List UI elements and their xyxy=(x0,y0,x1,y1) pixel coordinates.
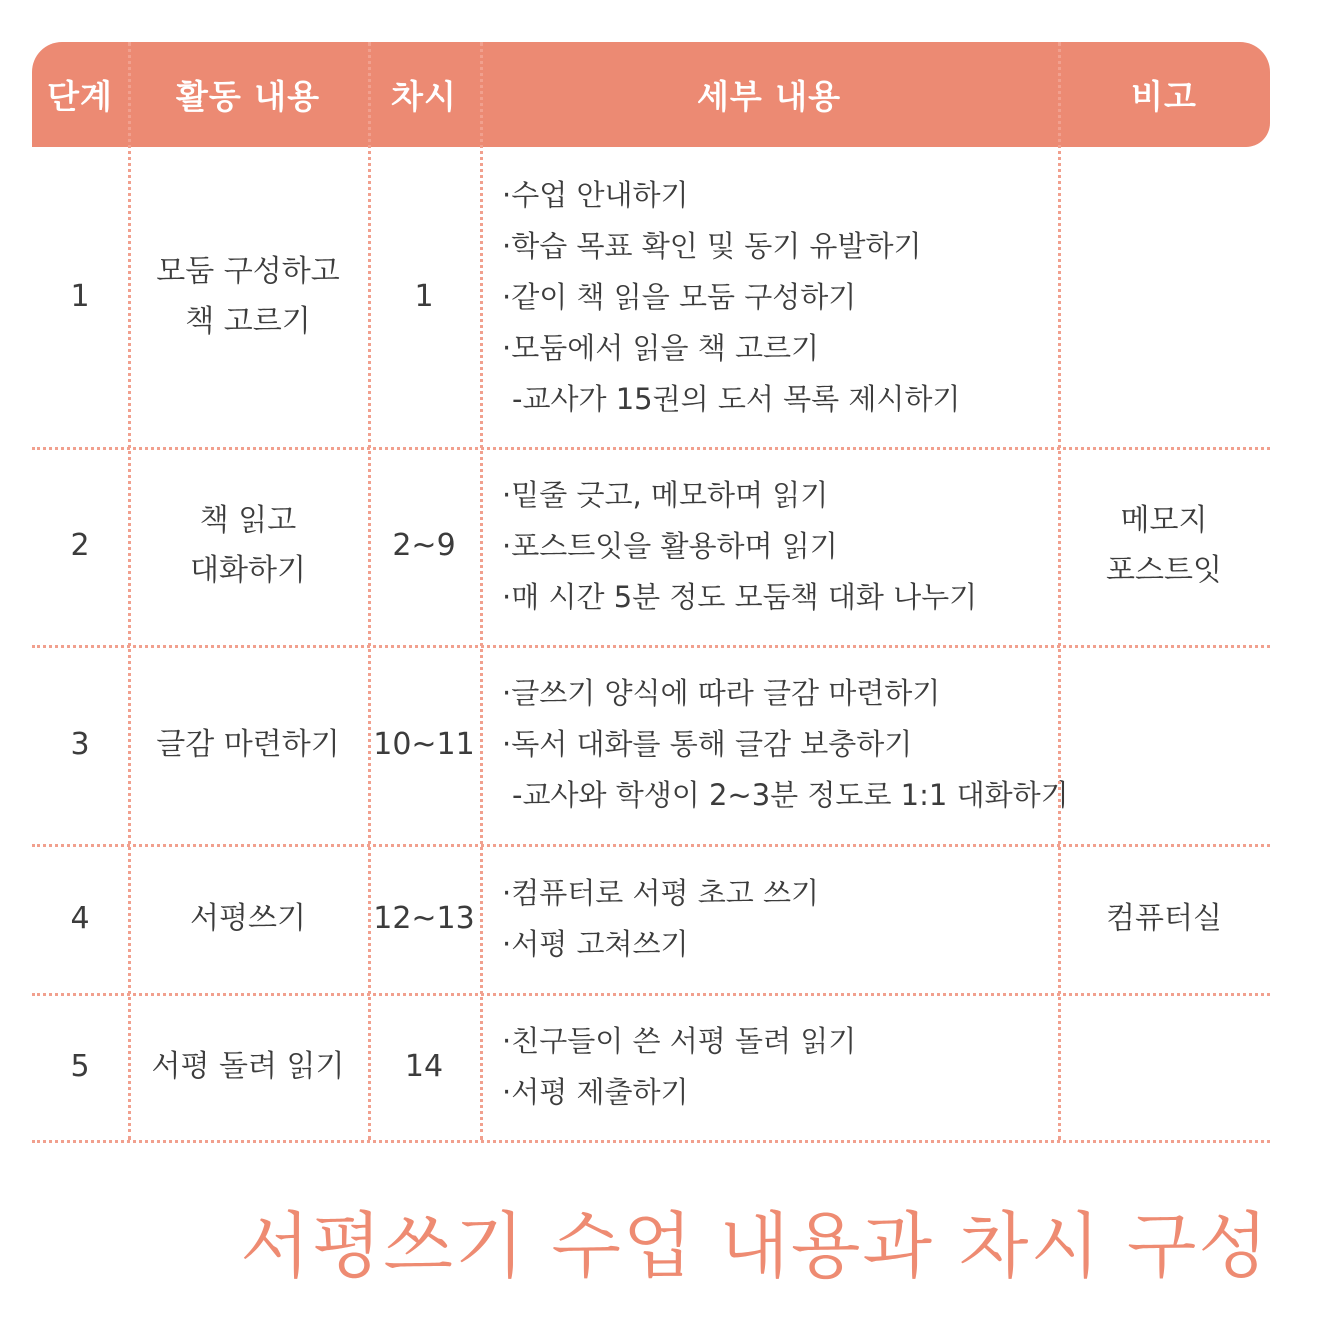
header-detail: 세부 내용 xyxy=(696,77,841,116)
note-cell xyxy=(1058,645,1270,844)
detail-item: ·매 시간 5분 정도 모둠책 대화 나누기 xyxy=(502,579,978,614)
detail-item: ·친구들이 쓴 서평 돌려 읽기 xyxy=(502,1023,857,1058)
stage-cell: 3 xyxy=(70,726,90,762)
detail-item: ·밑줄 긋고, 메모하며 읽기 xyxy=(502,477,829,512)
detail-item: ·서평 고쳐쓰기 xyxy=(502,926,689,961)
row-divider xyxy=(32,645,1270,648)
detail-item: ·모둠에서 읽을 책 고르기 xyxy=(502,330,820,365)
column-divider xyxy=(128,42,131,1140)
column-divider xyxy=(480,42,483,1140)
row-divider xyxy=(32,1140,1270,1143)
note-cell xyxy=(1058,447,1270,645)
table-header xyxy=(32,42,1270,147)
table-row xyxy=(32,844,1270,993)
header-activity: 활동 내용 xyxy=(175,77,320,116)
activity-cell xyxy=(128,447,368,645)
activity-cell xyxy=(128,844,368,993)
table-row xyxy=(32,447,1270,645)
note-cell xyxy=(1058,993,1270,1140)
detail-subitem: -교사와 학생이 2~3분 정도로 1:1 대화하기 xyxy=(512,778,1069,812)
column-divider xyxy=(1058,42,1061,1140)
activity-line: 서평 돌려 읽기 xyxy=(151,1048,345,1084)
note-cell xyxy=(1058,844,1270,993)
detail-cell xyxy=(480,447,1058,645)
activity-lines xyxy=(152,1042,345,1092)
header-note: 비고 xyxy=(1131,77,1197,116)
detail-item: ·독서 대화를 통해 글감 보충하기 xyxy=(502,727,913,761)
sessions-cell: 1 xyxy=(414,279,434,314)
detail-cell xyxy=(480,993,1058,1140)
header-sessions: 차시 xyxy=(391,77,457,116)
activity-line: 대화하기 xyxy=(190,553,306,588)
detail-cell xyxy=(480,645,1069,844)
detail-item: ·글쓰기 양식에 따라 글감 마련하기 xyxy=(502,676,941,710)
activity-line: 책 읽고 xyxy=(199,503,297,538)
note-line: 메모지 xyxy=(1120,503,1208,538)
activity-cell xyxy=(128,147,368,447)
activity-line: 글감 마련하기 xyxy=(156,726,340,762)
note-lines xyxy=(1106,496,1222,596)
activity-line: 모둠 구성하고 xyxy=(156,254,340,289)
activity-lines xyxy=(156,247,339,347)
activity-lines xyxy=(190,894,306,944)
activity-lines xyxy=(190,496,306,596)
detail-item: ·같이 책 읽을 모둠 구성하기 xyxy=(502,279,857,314)
detail-subitem: -교사가 15권의 도서 목록 제시하기 xyxy=(512,381,961,416)
activity-line: 책 고르기 xyxy=(185,304,311,339)
header-stage: 단계 xyxy=(47,77,113,116)
detail-item: ·학습 목표 확인 및 동기 유발하기 xyxy=(502,228,922,263)
note-lines xyxy=(1106,894,1222,944)
stage-cell: 1 xyxy=(70,279,90,314)
detail-item: ·수업 안내하기 xyxy=(502,177,689,212)
note-cell xyxy=(1058,147,1270,447)
detail-list xyxy=(480,668,1069,821)
sessions-cell: 10~11 xyxy=(373,726,475,762)
table-row xyxy=(32,147,1270,447)
note-line: 컴퓨터실 xyxy=(1106,900,1222,936)
detail-cell xyxy=(480,147,1058,447)
stage-cell: 4 xyxy=(70,900,90,936)
sessions-cell: 12~13 xyxy=(373,900,475,936)
row-divider xyxy=(32,844,1270,847)
detail-item: ·컴퓨터로 서평 초고 쓰기 xyxy=(502,875,820,910)
activity-line: 서평쓰기 xyxy=(190,900,306,936)
detail-list xyxy=(480,170,960,425)
lesson-plan-table xyxy=(32,42,1270,1109)
detail-list xyxy=(480,470,977,623)
stage-cell: 5 xyxy=(70,1048,90,1084)
detail-item: ·포스트잇을 활용하며 읽기 xyxy=(502,528,838,563)
row-divider xyxy=(32,447,1270,450)
detail-list xyxy=(480,868,819,970)
activity-cell xyxy=(128,993,368,1140)
activity-lines xyxy=(156,720,339,770)
detail-item: ·서평 제출하기 xyxy=(502,1074,689,1109)
row-divider xyxy=(32,993,1270,996)
table-caption: 서평쓰기 수업 내용과 차시 구성 xyxy=(240,1204,1270,1288)
detail-list xyxy=(480,1016,856,1118)
note-line: 포스트잇 xyxy=(1106,553,1222,588)
stage-cell: 2 xyxy=(70,528,90,563)
sessions-cell: 14 xyxy=(404,1048,444,1084)
detail-cell xyxy=(480,844,1058,993)
table-row xyxy=(32,993,1270,1140)
column-divider xyxy=(368,42,371,1140)
activity-cell xyxy=(128,645,368,844)
sessions-cell: 2~9 xyxy=(392,528,456,563)
table-row xyxy=(32,645,1270,844)
